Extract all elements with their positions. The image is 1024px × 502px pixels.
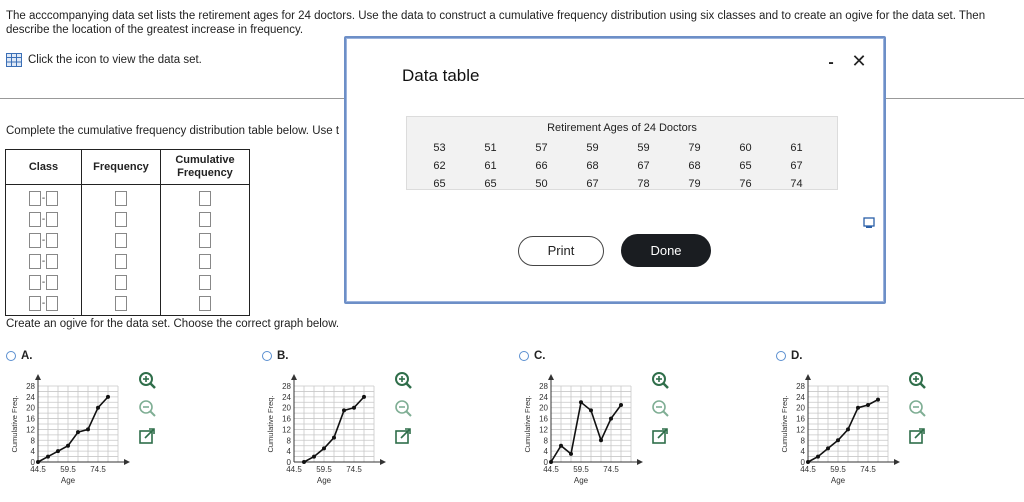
open-external-icon[interactable]: [650, 426, 670, 446]
done-button[interactable]: Done: [621, 234, 711, 267]
data-row: [415, 176, 821, 192]
range-dash: -: [41, 298, 46, 309]
data-cell: 65: [484, 178, 497, 190]
frequency-input[interactable]: [115, 212, 127, 227]
range-dash: -: [41, 193, 46, 204]
data-cell: 67: [586, 178, 599, 190]
data-cell: 51: [484, 142, 497, 154]
y-tick-label: 20: [539, 403, 548, 413]
y-tick-label: 24: [539, 392, 548, 402]
ogive-point: [806, 460, 810, 464]
ogive-chart-c: [521, 370, 643, 490]
y-axis-arrow: [291, 374, 297, 380]
cumulative-column: [161, 185, 250, 316]
zoom-in-icon[interactable]: [137, 370, 157, 390]
data-cell: 68: [586, 160, 599, 172]
data-cell: 57: [535, 142, 548, 154]
data-cell: 68: [688, 160, 701, 172]
y-tick-label: 8: [30, 436, 35, 446]
zoom-out-icon[interactable]: [137, 398, 157, 418]
ogive-point: [312, 455, 316, 459]
lower-limit-input[interactable]: [29, 212, 41, 227]
table-icon[interactable]: [6, 53, 22, 67]
x-axis-title: Age: [830, 476, 846, 485]
y-tick-label: 0: [30, 458, 35, 467]
ogive-point: [362, 395, 366, 399]
y-axis-arrow: [35, 374, 41, 380]
data-cell: 61: [484, 160, 497, 172]
class-limits-row: [29, 212, 58, 227]
option-a[interactable]: [6, 350, 33, 362]
lower-limit-input[interactable]: [29, 254, 41, 269]
minimize-button[interactable]: -: [828, 54, 834, 71]
open-external-icon[interactable]: [393, 426, 413, 446]
y-tick-label: 24: [282, 392, 291, 402]
upper-limit-input[interactable]: [46, 191, 58, 206]
ogive-point: [816, 455, 820, 459]
dialog-title: Data table: [402, 66, 480, 85]
x-axis-arrow: [124, 459, 130, 465]
data-panel: [406, 116, 838, 190]
zoom-out-icon[interactable]: [907, 398, 927, 418]
y-tick-label: 24: [796, 392, 805, 402]
y-tick-label: 28: [796, 382, 805, 391]
y-axis-title: Cumulative Freq.: [10, 395, 19, 453]
ogive-point: [106, 395, 110, 399]
cumulative-frequency-input[interactable]: [199, 212, 211, 227]
open-external-icon[interactable]: [137, 426, 157, 446]
data-cell: 67: [790, 160, 803, 172]
class-limits-row: [29, 191, 58, 206]
x-tick-label: 59.5: [573, 465, 589, 474]
y-tick-label: 0: [543, 458, 548, 467]
y-tick-label: 8: [543, 436, 548, 446]
y-axis-title: Cumulative Freq.: [523, 395, 532, 453]
option-d[interactable]: [776, 350, 803, 362]
data-cell: 79: [688, 178, 701, 190]
ogive-point: [332, 436, 336, 440]
cumulative-frequency-input[interactable]: [199, 191, 211, 206]
option-b-label: B.: [277, 350, 289, 362]
open-external-icon[interactable]: [907, 426, 927, 446]
option-d-radio[interactable]: [776, 351, 786, 361]
data-cell: 67: [637, 160, 650, 172]
ogive-point: [96, 406, 100, 410]
data-cell: 74: [790, 178, 803, 190]
frequency-column: [82, 185, 161, 316]
frequency-input[interactable]: [115, 296, 127, 311]
zoom-out-icon[interactable]: [393, 398, 413, 418]
data-cell: 79: [688, 142, 701, 154]
ogive-point: [342, 408, 346, 412]
close-icon[interactable]: ✕: [851, 51, 867, 71]
ogive-point: [569, 452, 573, 456]
table-instruction: Complete the cumulative frequency distribution table below. Use t: [6, 125, 340, 137]
y-axis-title: Cumulative Freq.: [780, 395, 789, 453]
frequency-input[interactable]: [115, 275, 127, 290]
zoom-out-icon[interactable]: [650, 398, 670, 418]
class-limits-row: [29, 233, 58, 248]
ogive-point: [352, 406, 356, 410]
class-column: [6, 185, 82, 316]
header-cumulative-line1: Cumulative: [175, 154, 235, 166]
y-tick-label: 8: [800, 436, 805, 446]
data-cell: 61: [790, 142, 803, 154]
y-tick-label: 4: [286, 447, 291, 457]
range-dash: -: [41, 277, 46, 288]
upper-limit-input[interactable]: [46, 254, 58, 269]
y-tick-label: 16: [282, 414, 291, 424]
ogive-point: [609, 417, 613, 421]
y-tick-label: 12: [539, 425, 548, 435]
ogive-point: [302, 460, 306, 464]
ogive-point: [322, 446, 326, 450]
ogive-point: [86, 427, 90, 431]
cumulative-frequency-input[interactable]: [199, 275, 211, 290]
y-axis-arrow: [548, 374, 554, 380]
ogive-point: [856, 406, 860, 410]
ogive-point: [866, 403, 870, 407]
upper-limit-input[interactable]: [46, 296, 58, 311]
option-b-radio[interactable]: [262, 351, 272, 361]
y-tick-label: 16: [26, 414, 35, 424]
header-cumulative-line2: Frequency: [177, 167, 233, 179]
zoom-in-icon[interactable]: [393, 370, 413, 390]
graph-tools-a: [137, 370, 157, 446]
ogive-point: [36, 460, 40, 464]
upper-limit-input[interactable]: [46, 212, 58, 227]
x-tick-label: 74.5: [603, 465, 619, 474]
range-dash: -: [41, 214, 46, 225]
ogive-point: [579, 400, 583, 404]
ogive-point: [826, 446, 830, 450]
option-c[interactable]: [519, 350, 546, 362]
option-a-label: A.: [21, 350, 33, 362]
class-limits-row: [29, 254, 58, 269]
question-prompt: The acccompanying data set lists the retirement ages for 24 doctors. Use the data to construct a cumulative frequency distribution using six classes and to create an ogive for the data set. Then describe the location of the greatest increase in frequency.: [6, 10, 986, 36]
ogive-point: [589, 408, 593, 412]
option-b[interactable]: [262, 350, 289, 362]
ogive-point: [876, 398, 880, 402]
x-axis-title: Age: [60, 476, 76, 485]
x-tick-label: 74.5: [90, 465, 106, 474]
ogive-chart-a: [8, 370, 130, 490]
option-c-label: C.: [534, 350, 546, 362]
ogive-point: [619, 403, 623, 407]
x-axis-title: Age: [316, 476, 332, 485]
ogive-chart-b: [264, 370, 386, 490]
x-tick-label: 59.5: [60, 465, 76, 474]
x-tick-label: 59.5: [316, 465, 332, 474]
x-tick-label: 74.5: [346, 465, 362, 474]
ogive-chart-d: [778, 370, 900, 490]
zoom-in-icon[interactable]: [907, 370, 927, 390]
ogive-question: Create an ogive for the data set. Choose the correct graph below.: [6, 318, 340, 330]
y-tick-label: 28: [539, 382, 548, 391]
x-axis-title: Age: [573, 476, 589, 485]
print-button[interactable]: Print: [518, 236, 604, 266]
data-table-dialog: [344, 36, 886, 304]
frequency-input[interactable]: [115, 233, 127, 248]
view-data-link[interactable]: [6, 53, 202, 67]
ogive-point: [599, 438, 603, 442]
lower-limit-input[interactable]: [29, 191, 41, 206]
y-tick-label: 12: [796, 425, 805, 435]
ogive-point: [76, 430, 80, 434]
y-tick-label: 4: [30, 447, 35, 457]
ogive-point: [846, 427, 850, 431]
graph-tools-b: [393, 370, 413, 446]
ogive-point: [56, 449, 60, 453]
y-tick-label: 16: [539, 414, 548, 424]
data-cell: 60: [739, 142, 752, 154]
y-tick-label: 0: [800, 458, 805, 467]
x-axis-arrow: [380, 459, 386, 465]
ogive-point: [549, 460, 553, 464]
zoom-in-icon[interactable]: [650, 370, 670, 390]
x-tick-label: 74.5: [860, 465, 876, 474]
retirement-ages-table: [413, 138, 823, 194]
ogive-line: [551, 402, 621, 462]
range-dash: -: [41, 256, 46, 267]
y-tick-label: 8: [286, 436, 291, 446]
data-cell: 53: [433, 142, 446, 154]
lower-limit-input[interactable]: [29, 275, 41, 290]
cumulative-frequency-input[interactable]: [199, 233, 211, 248]
option-d-label: D.: [791, 350, 803, 362]
frequency-input[interactable]: [115, 254, 127, 269]
class-limits-row: [29, 296, 58, 311]
upper-limit-input[interactable]: [46, 275, 58, 290]
data-cell: 59: [637, 142, 650, 154]
data-row: [415, 158, 821, 174]
x-tick-label: 44.5: [286, 465, 302, 474]
ogive-point: [46, 455, 50, 459]
ogive-point: [559, 444, 563, 448]
x-tick-label: 59.5: [830, 465, 846, 474]
x-tick-label: 44.5: [30, 465, 46, 474]
y-axis-title: Cumulative Freq.: [266, 395, 275, 453]
y-tick-label: 20: [26, 403, 35, 413]
y-axis-arrow: [805, 374, 811, 380]
ogive-line: [808, 400, 878, 462]
data-cell: 66: [535, 160, 548, 172]
y-tick-label: 24: [26, 392, 35, 402]
graph-tools-d: [907, 370, 927, 446]
x-axis-arrow: [894, 459, 900, 465]
x-axis-arrow: [637, 459, 643, 465]
x-tick-label: 44.5: [543, 465, 559, 474]
graph-tools-c: [650, 370, 670, 446]
option-c-radio[interactable]: [519, 351, 529, 361]
lower-limit-input[interactable]: [29, 233, 41, 248]
y-tick-label: 12: [26, 425, 35, 435]
y-tick-label: 4: [543, 447, 548, 457]
class-limits-row: [29, 275, 58, 290]
header-cumulative: [161, 150, 250, 185]
cumulative-frequency-input[interactable]: [199, 254, 211, 269]
view-data-label[interactable]: Click the icon to view the data set.: [28, 54, 202, 66]
data-cell: 62: [433, 160, 446, 172]
data-table-title: Retirement Ages of 24 Doctors: [547, 122, 697, 134]
y-tick-label: 20: [282, 403, 291, 413]
y-tick-label: 28: [26, 382, 35, 391]
range-dash: -: [41, 235, 46, 246]
upper-limit-input[interactable]: [46, 233, 58, 248]
ogive-point: [836, 438, 840, 442]
header-class: Class: [6, 150, 82, 185]
data-cell: 76: [739, 178, 752, 190]
cumulative-frequency-table: [5, 149, 250, 316]
data-cell: 65: [433, 178, 446, 190]
header-frequency: Frequency: [82, 150, 161, 185]
y-tick-label: 12: [282, 425, 291, 435]
copy-icon[interactable]: [863, 217, 875, 229]
y-tick-label: 4: [800, 447, 805, 457]
y-tick-label: 28: [282, 382, 291, 391]
data-row: [415, 140, 821, 156]
data-cell: 59: [586, 142, 599, 154]
option-a-radio[interactable]: [6, 351, 16, 361]
lower-limit-input[interactable]: [29, 296, 41, 311]
x-tick-label: 44.5: [800, 465, 816, 474]
frequency-input[interactable]: [115, 191, 127, 206]
y-tick-label: 0: [286, 458, 291, 467]
data-cell: 78: [637, 178, 650, 190]
cumulative-frequency-input[interactable]: [199, 296, 211, 311]
y-tick-label: 16: [796, 414, 805, 424]
data-cell: 65: [739, 160, 752, 172]
y-tick-label: 20: [796, 403, 805, 413]
ogive-point: [66, 444, 70, 448]
data-cell: 50: [535, 178, 548, 190]
